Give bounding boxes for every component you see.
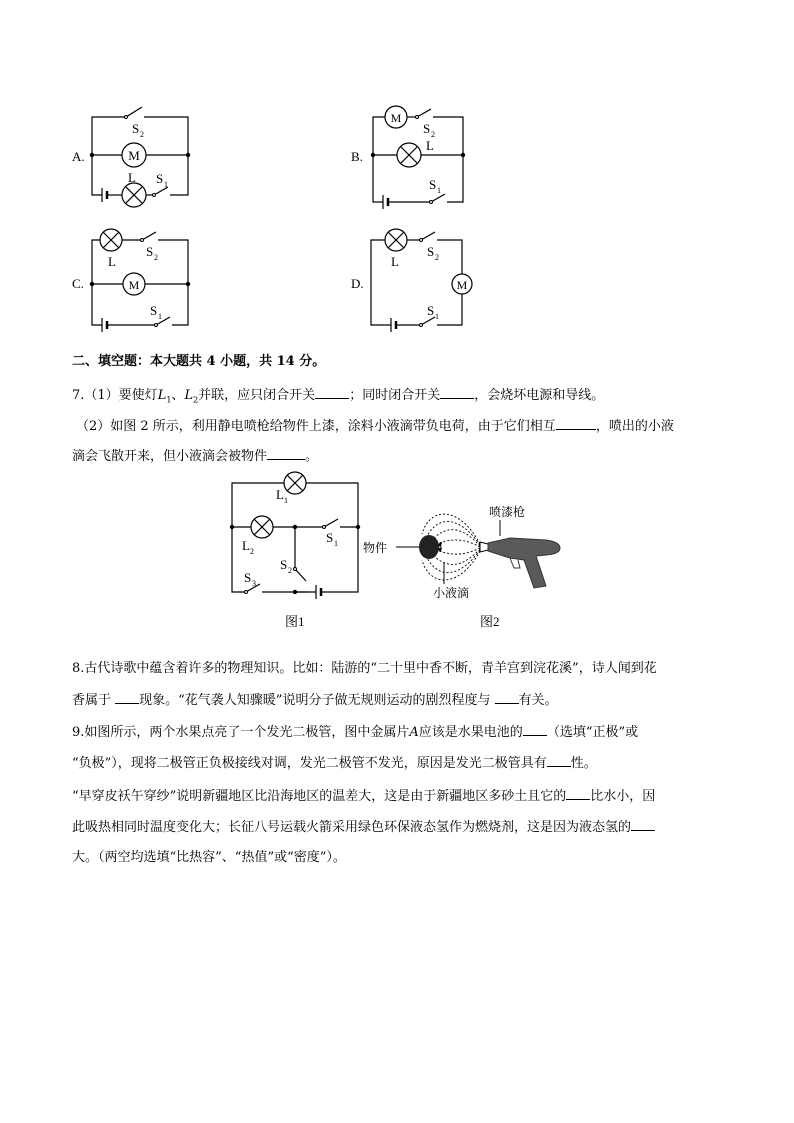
q9-line2 (72, 753, 597, 773)
q7-p2-c: 滴会飞散开来，但小液滴会被物件 (72, 449, 268, 464)
circuit-d (355, 222, 505, 337)
q9-line3 (72, 786, 655, 806)
q8-line2-a: 香属于 (72, 693, 112, 708)
motor-label: M (128, 278, 140, 292)
spray-gun-label: 喷漆枪 (489, 505, 526, 519)
q7-part2-line2 (72, 446, 318, 466)
q9-line1-b: 应该是水果电池的 (418, 725, 523, 740)
q7-part1 (72, 385, 604, 410)
q7-p1-l1sub: 1 (166, 395, 172, 405)
answer-blank (547, 753, 571, 767)
q7-p1-d: ，会烧坏电源和导线。 (474, 388, 605, 403)
answer-blank (523, 722, 547, 736)
switch-s1-label: S (429, 177, 437, 192)
switch-s1-label: S (427, 303, 435, 318)
switch-s2-sub: 2 (435, 253, 439, 262)
switch-s1-sub: 1 (437, 186, 441, 195)
motor-label: M (390, 111, 402, 125)
switch-s1-sub: 1 (164, 180, 168, 189)
q7-p2-a: （2）如图 2 所示，利用静电喷枪给物件上漆，涂料小液滴带负电荷，由于它们相互 (76, 419, 556, 434)
switch-s2-sub: 2 (288, 566, 292, 575)
lamp-label: L (128, 170, 136, 185)
switch-s2-label: S (427, 244, 435, 259)
switch-s1-sub: 1 (334, 539, 338, 548)
switch-s3-sub: 3 (252, 579, 256, 588)
option-d-label: D. (351, 276, 364, 291)
q7-p1-c: ；同时闭合开关 (349, 388, 441, 403)
answer-blank (267, 446, 305, 460)
q9-line1-c: （选填“正极”或 (546, 725, 639, 740)
q8-line2-b: 现象。“花气袭人知骤暖”说明分子做无规则运动的剧烈程度与 (139, 693, 491, 708)
switch-s2-sub: 2 (431, 130, 435, 139)
q7-p2-d: 。 (305, 449, 319, 464)
lamp-l2-sub: 2 (250, 547, 254, 556)
q7-part2-line1 (76, 416, 674, 436)
q9-line2-b: 性。 (570, 756, 597, 771)
q9-line2-a: “负极”），现将二极管正负极接线对调，发光二极管不发光，原因是发光二极管具有 (72, 756, 547, 771)
q9-line3-a: “早穿皮袄午穿纱”说明新疆地区比沿海地区的温差大，这是由于新疆地区多砂土且它的 (72, 789, 567, 804)
lamp-label: L (108, 254, 116, 269)
answer-blank (440, 385, 474, 399)
motor-label: M (456, 278, 468, 292)
option-c-label: C. (72, 276, 84, 291)
lamp-l2-label: L (242, 538, 250, 553)
answer-blank (556, 416, 596, 430)
q7-p1-l1: L (157, 388, 167, 403)
lamp-l1-label: L (276, 487, 284, 502)
section-heading: 二、填空题：本大题共 4 小题，共 14 分。 (72, 354, 326, 369)
q7-p2-b: ，喷出的小液 (595, 419, 674, 434)
object-label: 物件 (363, 541, 388, 555)
q9-line4-a: 此吸热相同时温度变化大；长征八号运载火箭采用绿色环保液态氢作为燃烧剂，这是因为液态氢的 (72, 820, 632, 835)
lamp-label: L (426, 138, 434, 153)
switch-s2-sub: 2 (154, 253, 158, 262)
switch-s1-sub: 1 (435, 312, 439, 321)
figure-1-caption: 图1 (285, 614, 305, 629)
answer-blank (495, 690, 519, 704)
q8-line2-c: 有关。 (518, 693, 558, 708)
switch-s2-sub: 2 (140, 130, 144, 139)
q7-p1-l2sub: 2 (193, 395, 199, 405)
q9-line3-b: 比水小，因 (590, 789, 656, 804)
switch-s1-label: S (326, 530, 334, 545)
switch-s3-label: S (244, 570, 252, 585)
motor-label: M (128, 148, 140, 163)
q7-p1-b: 并联，应只闭合开关 (198, 388, 316, 403)
q7-p1-a: 7.（1）要使灯 (72, 388, 158, 403)
switch-s2-label: S (423, 121, 431, 136)
lamp-l1-sub: 1 (284, 496, 288, 505)
answer-blank (566, 786, 590, 800)
option-b-label: B. (351, 149, 363, 164)
q7-p1-l2: L (184, 388, 194, 403)
q9-line1 (72, 722, 638, 742)
q8-line1: 8.古代诗歌中蕴含着许多的物理知识。比如：陆游的“二十里中香不断，青羊宫到浣花溪”，诗人闻到花 (72, 661, 657, 676)
switch-s1-label: S (156, 171, 164, 186)
switch-s2-label: S (280, 557, 288, 572)
q8-line2 (72, 690, 558, 710)
circuit-b (355, 95, 505, 220)
q9-line1-a: 9.如图所示，两个水果点亮了一个发光二极管，图中金属片 (72, 725, 410, 740)
switch-s1-label: S (150, 303, 158, 318)
option-a-label: A. (72, 149, 85, 164)
switch-s2-label: S (132, 121, 140, 136)
answer-blank (315, 385, 349, 399)
q9-var-a: A (409, 725, 419, 740)
q7-p1-sep: 、 (171, 388, 185, 403)
switch-s1-sub: 1 (158, 312, 162, 321)
answer-blank (115, 690, 139, 704)
q9-line5: 大。（两空均选填“比热容”、“热值”或“密度”）。 (72, 850, 346, 865)
droplet-label: 小液滴 (433, 586, 470, 600)
figure-1-circuit (220, 465, 370, 610)
figure-2-caption: 图2 (480, 614, 500, 629)
lamp-label: L (391, 254, 399, 269)
switch-s2-label: S (146, 244, 154, 259)
answer-blank (631, 817, 655, 831)
q9-line4 (72, 817, 655, 837)
